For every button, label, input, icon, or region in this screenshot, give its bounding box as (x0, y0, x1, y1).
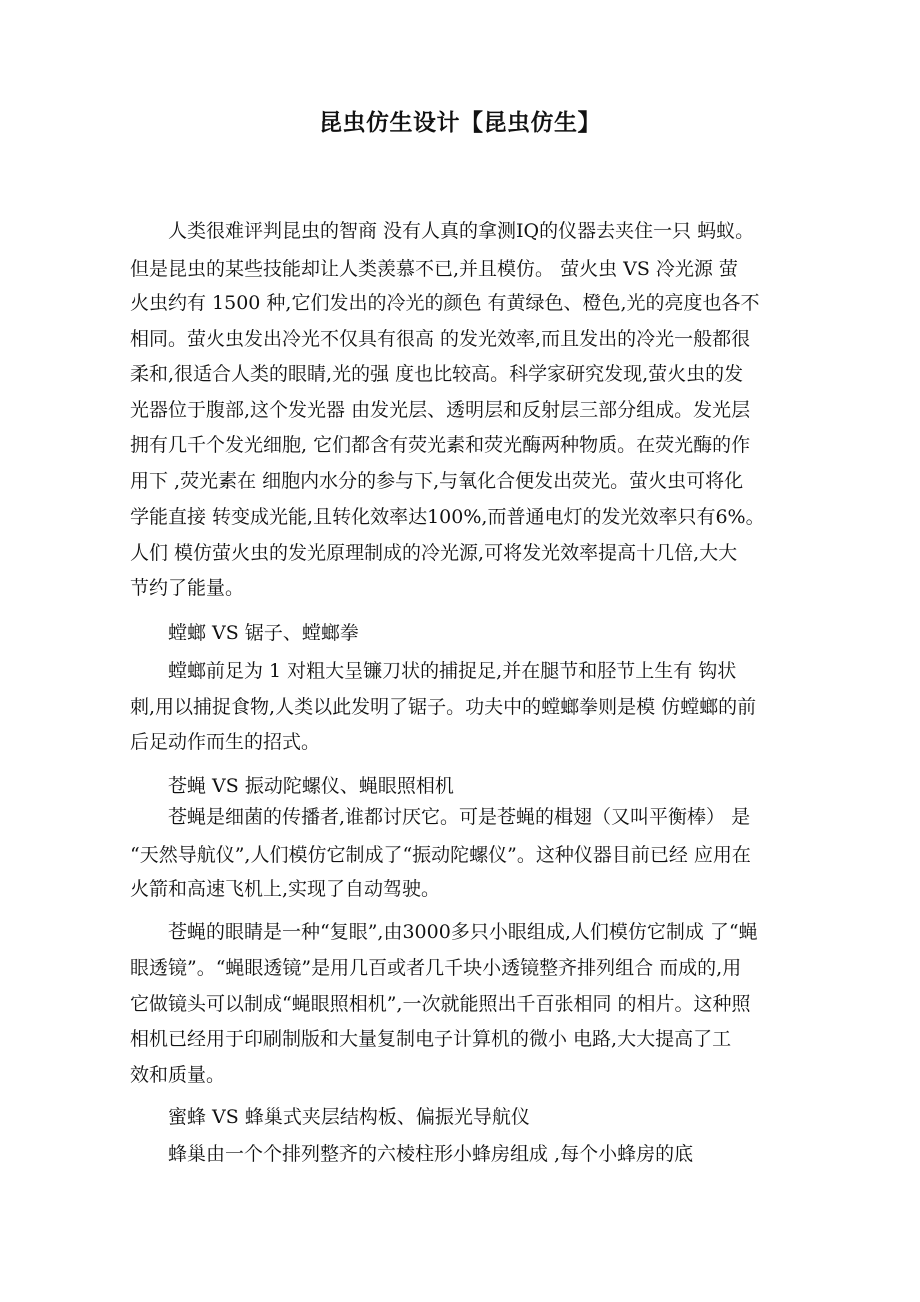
text-line: 它做镜头可以制成“蝇眼照相机”,一次就能照出千百张相同 的相片。这种照 (130, 993, 751, 1015)
section-heading: 螳螂 VS 锯子、螳螂拳 (130, 622, 359, 644)
text-line: 苍蝇的眼睛是一种“复眼”,由3000多只小眼组成,人们模仿它制成 了“蝇 (130, 921, 758, 943)
section-heading: 苍蝇 VS 振动陀螺仪、蝇眼照相机 (130, 775, 454, 797)
text-line: 柔和,很适合人类的眼睛,光的强 度也比较高。科学家研究发现,萤火虫的发 (130, 363, 744, 385)
text-line: 节约了能量。 (130, 577, 245, 599)
text-line: 人类很难评判昆虫的智商 没有人真的拿测IQ的仪器去夹住一只 蚂蚁。 (130, 220, 755, 242)
text-line: 后足动作而生的招式。 (130, 731, 321, 753)
document-title: 昆虫仿生设计【昆虫仿生】 (319, 110, 601, 136)
text-line: 用下 ,荧光素在 细胞内水分的参与下,与氧化合便发出荧光。萤火虫可将化 (130, 470, 744, 492)
text-line: 火虫约有 1500 种,它们发出的冷光的颜色 有黄绿色、橙色,光的亮度也各不 (130, 292, 760, 314)
text-line: 效和质量。 (130, 1064, 226, 1086)
text-line: 人们 模仿萤火虫的发光原理制成的冷光源,可将发光效率提高十几倍,大大 (130, 542, 738, 564)
text-line: 螳螂前足为 1 对粗大呈镰刀状的捕捉足,并在腿节和胫节上生有 钩状 (130, 660, 737, 682)
text-line: 刺,用以捕捉食物,人类以此发明了锯子。功夫中的螳螂拳则是模 仿螳螂的前 (130, 696, 757, 718)
text-line: 相机已经用于印刷制版和大量复制电子计算机的微小 电路,大大提高了工 (130, 1028, 732, 1050)
text-line: 蜂巢由一个个排列整齐的六棱柱形小蜂房组成 ,每个小蜂房的底 (130, 1143, 694, 1165)
text-line: 相同。萤火虫发出冷光不仅具有很高 的发光效率,而且发出的冷光一般都很 (130, 328, 751, 350)
text-line: “天然导航仪”,人们模仿它制成了“振动陀螺仪”。这种仪器目前已经 应用在 (130, 844, 751, 866)
section-heading: 蜜蜂 VS 蜂巢式夹层结构板、偏振光导航仪 (130, 1106, 530, 1128)
text-line: 拥有几千个发光细胞, 它们都含有荧光素和荧光酶两种物质。在荧光酶的作 (130, 434, 751, 456)
text-line: 苍蝇是细菌的传播者,谁都讨厌它。可是苍蝇的楫翅（又叫平衡棒） 是 (130, 806, 751, 828)
text-line: 光器位于腹部,这个发光器 由发光层、透明层和反射层三部分组成。发光层 (130, 399, 751, 421)
text-line: 眼透镜”。“蝇眼透镜”是用几百或者几千块小透镜整齐排列组合 而成的,用 (130, 957, 742, 979)
text-line: 火箭和高速飞机上,实现了自动驾驶。 (130, 878, 441, 900)
text-line: 学能直接 转变成光能,且转化效率达100%,而普通电灯的发光效率只有6%。 (130, 506, 765, 528)
text-line: 但是昆虫的某些技能却让人类羡慕不已,并且模仿。 萤火虫 VS 冷光源 萤 (130, 258, 738, 280)
